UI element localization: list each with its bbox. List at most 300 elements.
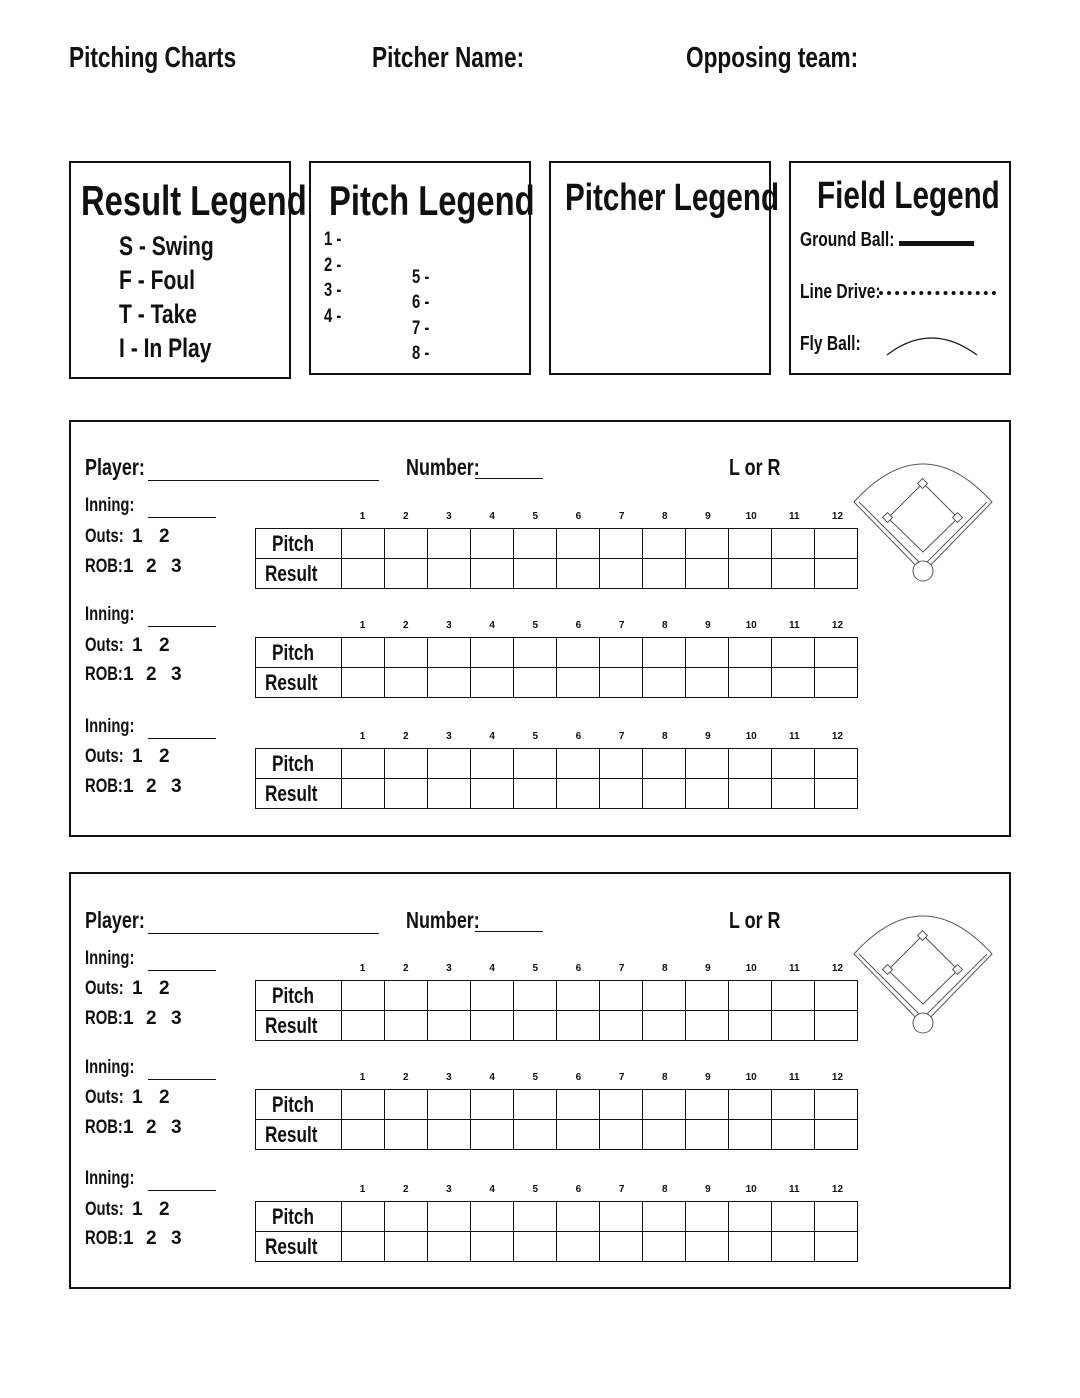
result-cell[interactable] <box>600 1120 643 1150</box>
pitch-cell[interactable] <box>385 529 428 559</box>
pitch-number: 11 <box>789 963 800 974</box>
pitch-cell[interactable] <box>772 1090 815 1120</box>
pitch-number: 7 <box>618 731 625 742</box>
rob-option-1[interactable]: 1 <box>123 556 134 577</box>
rob-option-2[interactable]: 2 <box>146 776 157 797</box>
pitch-cell[interactable] <box>772 638 815 668</box>
pitch-cell[interactable] <box>471 529 514 559</box>
pitch-cell[interactable] <box>815 638 858 668</box>
pitch-number: 8 <box>662 1184 668 1195</box>
pitch-cell[interactable] <box>428 749 471 779</box>
number-input-line[interactable] <box>475 478 543 479</box>
rob-option-3[interactable]: 3 <box>171 776 182 797</box>
pitch-row <box>256 749 858 779</box>
pitch-grid <box>255 637 858 698</box>
ground-ball-line-icon <box>899 241 974 246</box>
outs-option-1[interactable]: 1 <box>132 635 143 656</box>
inning-input-line[interactable] <box>148 738 216 739</box>
result-cell[interactable] <box>643 1011 686 1041</box>
line-drive-label: Line Drive: <box>800 281 881 303</box>
pitch-cell[interactable] <box>729 749 772 779</box>
pitch-cell[interactable] <box>686 749 729 779</box>
result-cell[interactable] <box>815 1011 858 1041</box>
result-cell[interactable] <box>729 1011 772 1041</box>
pitch-cell[interactable] <box>815 981 858 1011</box>
pitch-cell[interactable] <box>600 638 643 668</box>
inning-input-line[interactable] <box>148 970 216 971</box>
result-cell[interactable] <box>686 559 729 589</box>
result-cell[interactable] <box>342 1232 385 1262</box>
pitch-number: 12 <box>831 731 844 742</box>
player-input-line[interactable] <box>148 480 379 481</box>
result-cell[interactable] <box>471 779 514 809</box>
pitch-number: 4 <box>489 511 495 522</box>
result-row <box>256 668 858 698</box>
pitch-number: 12 <box>831 1072 844 1083</box>
pitch-number: 3 <box>446 511 452 522</box>
pitch-cell[interactable] <box>428 981 471 1011</box>
pitch-number: 5 <box>532 1072 539 1083</box>
pitch-number: 7 <box>618 1184 625 1195</box>
pitch-cell[interactable] <box>428 1090 471 1120</box>
inning-input-line[interactable] <box>148 517 216 518</box>
result-cell[interactable] <box>471 1232 514 1262</box>
result-cell[interactable] <box>815 779 858 809</box>
result-row <box>256 1232 858 1262</box>
outs-option-1[interactable]: 1 <box>132 978 143 999</box>
result-cell[interactable] <box>600 1011 643 1041</box>
pitch-row <box>256 638 858 668</box>
pitch-cell[interactable] <box>514 1090 557 1120</box>
pitch-cell[interactable] <box>471 749 514 779</box>
rob-option-1[interactable]: 1 <box>123 664 134 685</box>
pitch-number: 5 <box>532 963 539 974</box>
outs-option-1[interactable]: 1 <box>132 746 143 767</box>
rob-option-3[interactable]: 3 <box>171 664 182 685</box>
pitch-cell[interactable] <box>428 1202 471 1232</box>
pitch-cell[interactable] <box>342 638 385 668</box>
pitch-cell[interactable] <box>600 1090 643 1120</box>
pitch-row-label: Pitch <box>256 981 342 1011</box>
pitch-cell[interactable] <box>686 638 729 668</box>
result-cell[interactable] <box>772 1011 815 1041</box>
pitch-number: 1 <box>359 620 366 631</box>
pitch-cell[interactable] <box>557 1090 600 1120</box>
result-cell[interactable] <box>385 1011 428 1041</box>
outs-label: Outs: <box>85 746 124 767</box>
result-cell[interactable] <box>342 779 385 809</box>
pitch-cell[interactable] <box>815 749 858 779</box>
pitch-cell[interactable] <box>385 1090 428 1120</box>
pitch-cell[interactable] <box>342 981 385 1011</box>
pitch-number: 4 <box>489 1184 495 1195</box>
pitch-cell[interactable] <box>686 1202 729 1232</box>
result-cell[interactable] <box>471 668 514 698</box>
result-cell[interactable] <box>729 559 772 589</box>
pitch-cell[interactable] <box>514 1202 557 1232</box>
rob-option-2[interactable]: 2 <box>146 1008 157 1029</box>
result-cell[interactable] <box>385 668 428 698</box>
pitch-number: 3 <box>446 1072 452 1083</box>
pitch-number: 7 <box>618 620 625 631</box>
outs-option-2[interactable]: 2 <box>159 526 170 547</box>
outs-option-1[interactable]: 1 <box>132 526 143 547</box>
fly-ball-arc-icon <box>883 331 983 361</box>
result-cell[interactable] <box>686 779 729 809</box>
pitch-number: 3 <box>446 963 452 974</box>
result-cell[interactable] <box>428 559 471 589</box>
pitch-cell[interactable] <box>729 981 772 1011</box>
result-cell[interactable] <box>686 1120 729 1150</box>
pitch-cell[interactable] <box>557 638 600 668</box>
pitch-number: 9 <box>705 1184 711 1195</box>
pitch-number: 2 <box>402 1072 409 1083</box>
player-input-line[interactable] <box>148 933 379 934</box>
pitch-cell[interactable] <box>643 749 686 779</box>
inning-input-line[interactable] <box>148 626 216 627</box>
result-cell[interactable] <box>471 1120 514 1150</box>
pitch-legend-item: 2 - <box>324 255 342 276</box>
outs-label: Outs: <box>85 635 124 656</box>
result-cell[interactable] <box>772 779 815 809</box>
pitch-cell[interactable] <box>514 981 557 1011</box>
pitch-cell[interactable] <box>729 638 772 668</box>
outs-label: Outs: <box>85 526 124 547</box>
inning-label: Inning: <box>85 604 135 625</box>
result-legend-item: I - In Play <box>119 333 212 363</box>
number-label: Number: <box>406 907 480 933</box>
pitch-legend-box <box>309 161 535 375</box>
number-input-line[interactable] <box>475 931 543 932</box>
pitch-number: 4 <box>489 731 495 742</box>
result-cell[interactable] <box>815 1120 858 1150</box>
result-cell[interactable] <box>428 1011 471 1041</box>
pitch-cell[interactable] <box>471 981 514 1011</box>
pitch-cell[interactable] <box>815 1202 858 1232</box>
pitch-cell[interactable] <box>729 1090 772 1120</box>
rob-option-1[interactable]: 1 <box>123 1228 134 1249</box>
pitch-legend-item: 7 - <box>412 318 430 339</box>
result-legend-box <box>69 161 307 379</box>
outs-option-2[interactable]: 2 <box>159 978 170 999</box>
inning-label: Inning: <box>85 948 135 969</box>
pitch-grid <box>255 980 858 1041</box>
pitch-number: 12 <box>831 620 844 631</box>
pitch-cell[interactable] <box>815 529 858 559</box>
result-cell[interactable] <box>772 559 815 589</box>
pitch-cell[interactable] <box>600 529 643 559</box>
pitch-number: 9 <box>705 620 711 631</box>
result-cell[interactable] <box>815 1232 858 1262</box>
pitch-cell[interactable] <box>385 638 428 668</box>
player-chart <box>69 420 1011 837</box>
pitch-cell[interactable] <box>557 529 600 559</box>
pitch-cell[interactable] <box>600 1202 643 1232</box>
result-cell[interactable] <box>729 1120 772 1150</box>
pitch-number: 2 <box>402 620 409 631</box>
pitch-cell[interactable] <box>428 638 471 668</box>
result-cell[interactable] <box>557 1120 600 1150</box>
result-cell[interactable] <box>557 1011 600 1041</box>
hand-label: L or R <box>729 907 781 933</box>
result-cell[interactable] <box>385 779 428 809</box>
result-cell[interactable] <box>514 1232 557 1262</box>
pitch-cell[interactable] <box>772 529 815 559</box>
pitch-number: 8 <box>662 731 668 742</box>
pitch-number: 7 <box>618 1072 625 1083</box>
inning-label: Inning: <box>85 1057 135 1078</box>
baseball-diamond-icon <box>849 900 997 1035</box>
result-cell[interactable] <box>815 668 858 698</box>
result-cell[interactable] <box>729 1232 772 1262</box>
result-cell[interactable] <box>385 1120 428 1150</box>
outs-label: Outs: <box>85 978 124 999</box>
pitch-number: 10 <box>745 731 757 742</box>
pitch-cell[interactable] <box>471 638 514 668</box>
pitch-cell[interactable] <box>772 1202 815 1232</box>
result-row <box>256 779 858 809</box>
opposing-team-label: Opposing team: <box>686 42 859 74</box>
result-cell[interactable] <box>428 779 471 809</box>
pitch-cell[interactable] <box>815 1090 858 1120</box>
pitch-cell[interactable] <box>385 981 428 1011</box>
number-label: Number: <box>406 454 480 480</box>
pitch-number: 10 <box>745 511 757 522</box>
pitch-cell[interactable] <box>600 981 643 1011</box>
rob-label: ROB: <box>85 664 123 685</box>
rob-label: ROB: <box>85 556 123 577</box>
result-cell[interactable] <box>342 668 385 698</box>
pitch-number: 10 <box>745 1072 757 1083</box>
page-title: Pitching Charts <box>69 42 237 74</box>
outs-option-2[interactable]: 2 <box>159 746 170 767</box>
pitch-row-label: Pitch <box>256 749 342 779</box>
result-cell[interactable] <box>557 559 600 589</box>
result-row-label: Result <box>256 1120 342 1150</box>
result-cell[interactable] <box>471 1011 514 1041</box>
rob-label: ROB: <box>85 1228 123 1249</box>
pitch-number: 5 <box>532 1184 539 1195</box>
result-cell[interactable] <box>557 668 600 698</box>
inning-label: Inning: <box>85 495 135 516</box>
rob-option-1[interactable]: 1 <box>123 1117 134 1138</box>
rob-option-2[interactable]: 2 <box>146 1228 157 1249</box>
pitch-cell[interactable] <box>643 1202 686 1232</box>
pitch-grid <box>255 1201 858 1262</box>
pitch-cell[interactable] <box>643 638 686 668</box>
outs-option-2[interactable]: 2 <box>159 1087 170 1108</box>
pitch-number: 1 <box>359 963 366 974</box>
result-cell[interactable] <box>428 1232 471 1262</box>
result-cell[interactable] <box>772 1120 815 1150</box>
pitch-row <box>256 1090 858 1120</box>
pitcher-name-label: Pitcher Name: <box>372 42 525 74</box>
pitch-cell[interactable] <box>385 749 428 779</box>
pitch-cell[interactable] <box>514 749 557 779</box>
line-drive-dots-icon <box>879 291 996 295</box>
pitch-cell[interactable] <box>557 981 600 1011</box>
pitch-number: 5 <box>532 731 539 742</box>
pitch-legend-item: 6 - <box>412 292 430 313</box>
rob-option-2[interactable]: 2 <box>146 1117 157 1138</box>
pitch-cell[interactable] <box>342 529 385 559</box>
result-cell[interactable] <box>772 1232 815 1262</box>
rob-option-3[interactable]: 3 <box>171 1228 182 1249</box>
outs-option-1[interactable]: 1 <box>132 1199 143 1220</box>
pitch-row <box>256 981 858 1011</box>
result-cell[interactable] <box>557 1232 600 1262</box>
pitch-number: 2 <box>402 511 409 522</box>
ground-ball-label: Ground Ball: <box>800 229 895 251</box>
pitch-number: 7 <box>618 963 625 974</box>
result-cell[interactable] <box>385 559 428 589</box>
result-cell[interactable] <box>600 1232 643 1262</box>
fly-ball-label: Fly Ball: <box>800 333 861 355</box>
inning-label: Inning: <box>85 716 135 737</box>
pitch-cell[interactable] <box>772 749 815 779</box>
pitch-cell[interactable] <box>428 529 471 559</box>
inning-input-line[interactable] <box>148 1190 216 1191</box>
pitch-number: 8 <box>662 620 668 631</box>
pitch-number-row <box>341 731 859 742</box>
result-cell[interactable] <box>643 1120 686 1150</box>
pitch-cell[interactable] <box>385 1202 428 1232</box>
pitch-cell[interactable] <box>471 1202 514 1232</box>
player-chart <box>69 872 1011 1289</box>
inning-input-line[interactable] <box>148 1079 216 1080</box>
rob-option-3[interactable]: 3 <box>171 556 182 577</box>
result-cell[interactable] <box>514 668 557 698</box>
pitch-number: 8 <box>662 963 668 974</box>
pitch-cell[interactable] <box>686 981 729 1011</box>
outs-option-2[interactable]: 2 <box>159 635 170 656</box>
field-legend-title: Field Legend <box>817 175 1000 217</box>
pitch-number: 6 <box>575 731 582 742</box>
pitch-cell[interactable] <box>514 529 557 559</box>
result-cell[interactable] <box>686 1011 729 1041</box>
pitch-number: 5 <box>532 620 539 631</box>
pitch-cell[interactable] <box>643 1090 686 1120</box>
pitch-cell[interactable] <box>729 1202 772 1232</box>
result-cell[interactable] <box>815 559 858 589</box>
result-row-label: Result <box>256 1011 342 1041</box>
result-row-label: Result <box>256 559 342 589</box>
pitch-cell[interactable] <box>600 749 643 779</box>
result-cell[interactable] <box>514 1120 557 1150</box>
result-cell[interactable] <box>600 779 643 809</box>
pitch-number: 6 <box>575 1184 582 1195</box>
pitch-grid <box>255 1089 858 1150</box>
pitcher-legend-box <box>549 161 780 375</box>
result-cell[interactable] <box>643 779 686 809</box>
pitch-cell[interactable] <box>686 1090 729 1120</box>
pitch-number: 11 <box>789 511 800 522</box>
result-cell[interactable] <box>643 1232 686 1262</box>
result-cell[interactable] <box>385 1232 428 1262</box>
pitch-number: 10 <box>745 620 757 631</box>
result-cell[interactable] <box>729 668 772 698</box>
result-cell[interactable] <box>342 1011 385 1041</box>
pitch-cell[interactable] <box>772 981 815 1011</box>
pitch-number: 3 <box>446 731 452 742</box>
pitch-number: 6 <box>575 511 582 522</box>
pitch-number: 8 <box>662 1072 668 1083</box>
result-cell[interactable] <box>600 559 643 589</box>
rob-option-1[interactable]: 1 <box>123 776 134 797</box>
pitch-row-label: Pitch <box>256 638 342 668</box>
result-cell[interactable] <box>514 1011 557 1041</box>
pitch-row <box>256 529 858 559</box>
pitch-row <box>256 1202 858 1232</box>
result-cell[interactable] <box>514 779 557 809</box>
pitch-cell[interactable] <box>557 749 600 779</box>
pitch-cell[interactable] <box>729 529 772 559</box>
result-cell[interactable] <box>428 668 471 698</box>
pitch-number: 2 <box>402 963 409 974</box>
result-cell[interactable] <box>643 668 686 698</box>
pitch-cell[interactable] <box>686 529 729 559</box>
pitch-number: 1 <box>359 1184 366 1195</box>
pitch-number: 12 <box>831 963 844 974</box>
result-cell[interactable] <box>428 1120 471 1150</box>
result-cell[interactable] <box>643 559 686 589</box>
pitch-cell[interactable] <box>342 1202 385 1232</box>
pitch-grid <box>255 748 858 809</box>
result-cell[interactable] <box>686 1232 729 1262</box>
result-cell[interactable] <box>342 1120 385 1150</box>
pitch-legend-title: Pitch Legend <box>329 177 535 224</box>
pitch-number: 12 <box>831 511 844 522</box>
pitch-number: 11 <box>789 1184 800 1195</box>
pitch-cell[interactable] <box>643 981 686 1011</box>
outs-label: Outs: <box>85 1199 124 1220</box>
rob-option-1[interactable]: 1 <box>123 1008 134 1029</box>
result-row <box>256 559 858 589</box>
result-cell[interactable] <box>557 779 600 809</box>
result-cell[interactable] <box>342 559 385 589</box>
pitch-cell[interactable] <box>342 749 385 779</box>
pitch-row-label: Pitch <box>256 1090 342 1120</box>
pitch-legend-item: 4 - <box>324 306 342 327</box>
result-row-label: Result <box>256 1232 342 1262</box>
pitch-cell[interactable] <box>342 1090 385 1120</box>
pitch-number: 6 <box>575 963 582 974</box>
outs-option-1[interactable]: 1 <box>132 1087 143 1108</box>
result-cell[interactable] <box>514 559 557 589</box>
pitch-row-label: Pitch <box>256 1202 342 1232</box>
result-cell[interactable] <box>600 668 643 698</box>
result-cell[interactable] <box>686 668 729 698</box>
pitch-cell[interactable] <box>514 638 557 668</box>
rob-option-2[interactable]: 2 <box>146 664 157 685</box>
rob-label: ROB: <box>85 1008 123 1029</box>
result-cell[interactable] <box>772 668 815 698</box>
pitcher-legend-title: Pitcher Legend <box>565 177 780 219</box>
rob-option-3[interactable]: 3 <box>171 1008 182 1029</box>
result-cell[interactable] <box>729 779 772 809</box>
rob-option-2[interactable]: 2 <box>146 556 157 577</box>
pitch-number-row <box>341 511 859 522</box>
pitch-number: 4 <box>489 620 495 631</box>
result-cell[interactable] <box>471 559 514 589</box>
rob-option-3[interactable]: 3 <box>171 1117 182 1138</box>
pitch-number: 9 <box>705 963 711 974</box>
outs-option-2[interactable]: 2 <box>159 1199 170 1220</box>
pitch-cell[interactable] <box>557 1202 600 1232</box>
pitch-cell[interactable] <box>643 529 686 559</box>
pitch-cell[interactable] <box>471 1090 514 1120</box>
field-legend-box <box>789 161 1011 375</box>
